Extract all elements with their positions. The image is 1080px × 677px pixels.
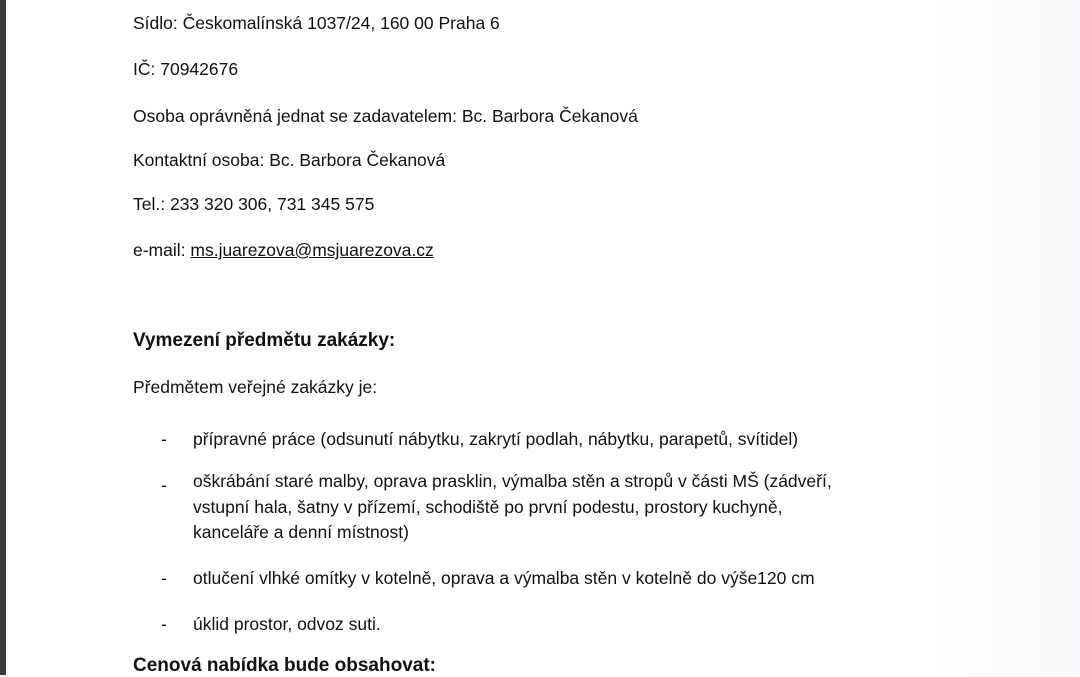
bullet-item-line: otlučení vlhké omítky v kotelně, oprava a výmalba stěn v kotelně do výše120 cm [193,568,815,588]
authorized-person-line: Osoba oprávněná jednat se zadavatelem: Bc. Barbora Čekanová [133,106,638,126]
section-heading-price-offer: Cenová nabídka bude obsahovat: [133,655,436,676]
address-line: Sídlo: Českomalínská 1037/24, 160 00 Praha 6 [133,13,500,33]
bullet-marker: - [161,475,167,495]
bullet-marker: - [161,614,167,634]
bullet-marker: - [161,568,167,588]
section-heading-subject: Vymezení předmětu zakázky: [133,330,396,351]
bullet-item-line: oškrábání staré malby, oprava prasklin, výmalba stěn a stropů v části MŠ (zádveří, [193,471,832,491]
bullet-item-line: přípravné práce (odsunutí nábytku, zakrytí podlah, nábytku, parapetů, svítidel) [193,429,799,449]
bullet-item-line: kanceláře a denní místnost) [193,522,409,542]
bullet-marker: - [161,429,167,449]
email-label: e-mail: [133,240,191,260]
scan-edge [0,0,6,675]
ic-line: IČ: 70942676 [133,59,239,79]
phone-line: Tel.: 233 320 306, 731 345 575 [133,194,375,214]
bullet-item-line: úklid prostor, odvoz suti. [193,614,381,634]
email-line [133,239,434,261]
email-link[interactable]: ms.juarezova@msjuarezova.cz [190,240,434,260]
bullet-item-line: vstupní hala, šatny v přízemí, schodiště po první podestu, prostory kuchyně, [193,497,783,517]
section-intro: Předmětem veřejné zakázky je: [133,377,378,397]
show-through-shade [925,0,1080,675]
contact-person-line: Kontaktní osoba: Bc. Barbora Čekanová [133,150,446,170]
